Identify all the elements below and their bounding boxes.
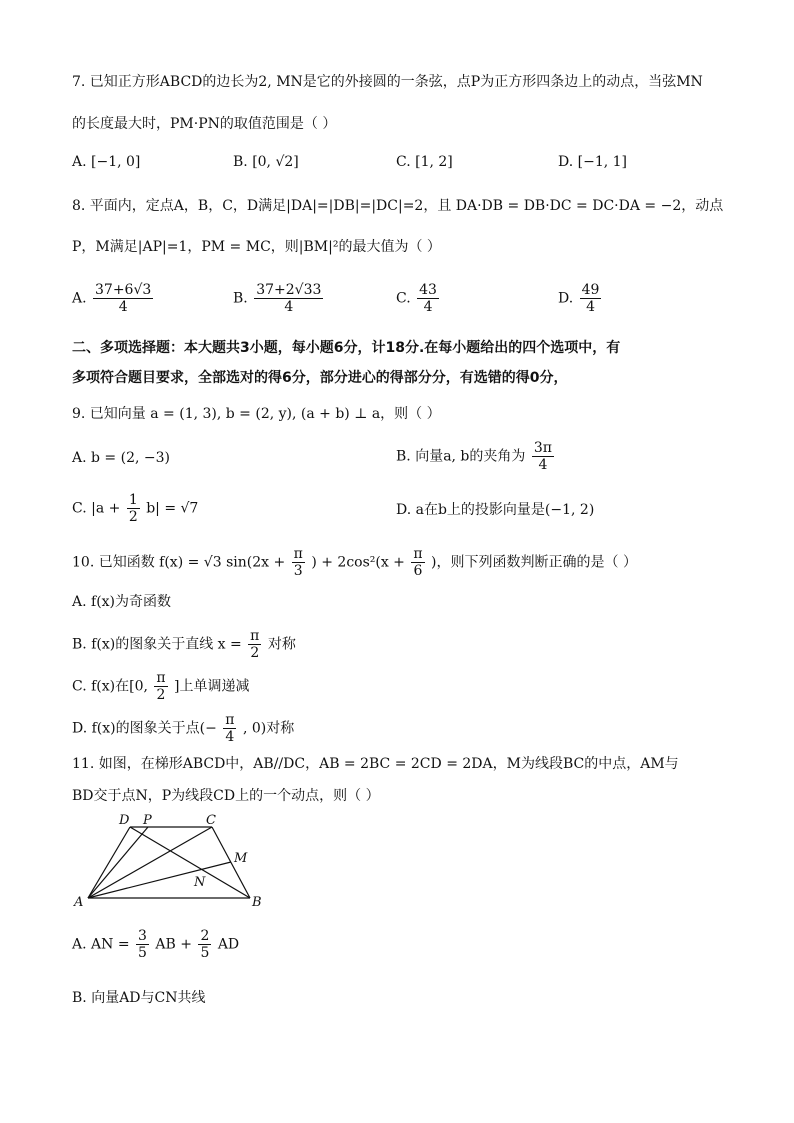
- q9-option-b: [396, 440, 556, 473]
- q9-option-b-text: B. 向量a, b的夹角为: [396, 448, 526, 465]
- q10-stem-f2-den: 6: [413, 563, 423, 579]
- q8-option-b: [233, 282, 325, 315]
- q9-stem: 9. 已知向量 a = (1, 3), b = (2, y), (a + b) ⊥ a，则（ ）: [72, 406, 441, 422]
- q10-stem: [72, 546, 637, 579]
- q8-option-a-label: A.: [72, 290, 87, 307]
- q10-stem-fraction-2: [411, 546, 424, 579]
- q8-option-c-fraction: [417, 282, 439, 315]
- segment-ad: [88, 827, 130, 898]
- q8-option-b-fraction: [254, 282, 323, 315]
- q11-option-a-f2-num: 2: [200, 928, 210, 944]
- q10-option-b-pre: B. f(x)的图象关于直线 x =: [72, 636, 242, 653]
- segment-am: [88, 862, 231, 898]
- q8-option-b-label: B.: [233, 290, 248, 307]
- label-p: P: [143, 813, 152, 828]
- q9-option-c: [72, 492, 198, 525]
- q8-option-c: [396, 282, 441, 315]
- section2-heading-line1: 二、多项选择题：本大题共3小题，每小题6分，计18分.在每小题给出的四个选项中，有: [72, 340, 621, 356]
- q10-option-b: [72, 628, 296, 661]
- q7-stem-line1: 7. 已知正方形ABCD的边长为2, MN是它的外接圆的一条弦，点P为正方形四条边上的动点，当弦MN: [72, 74, 703, 90]
- q10-option-b-post: 对称: [267, 636, 296, 653]
- q8-option-b-den: 4: [284, 299, 294, 315]
- q10-option-b-den: 2: [250, 645, 260, 661]
- q10-stem-post: )，则下列函数判断正确的是（ ）: [431, 554, 637, 571]
- q7-stem-line2: 的长度最大时，PM·PN的取值范围是（ ）: [72, 116, 337, 132]
- q10-option-c-post: ]上单调递减: [174, 678, 250, 695]
- q10-option-d-num: π: [225, 712, 235, 728]
- q10-option-b-num: π: [250, 628, 260, 644]
- q9-option-c-post: b| = √7: [146, 500, 199, 517]
- q10-stem-fraction-1: [292, 546, 305, 579]
- q10-option-b-fraction: [248, 628, 261, 661]
- q11-option-a-f1-den: 5: [138, 945, 147, 961]
- q10-option-d: [72, 712, 294, 745]
- q9-option-c-num: 1: [128, 492, 138, 508]
- q9-option-b-fraction: [532, 440, 554, 473]
- q11-stem-line2: BD交于点N，P为线段CD上的一个动点，则（ ）: [72, 788, 380, 804]
- q11-stem-line1: 11. 如图，在梯形ABCD中，AB//DC，AB = 2BC = 2CD = 2DA，M为线段BC的中点，AM与: [72, 756, 679, 772]
- q11-option-a-pre: A. AN =: [72, 936, 130, 953]
- q8-option-d-label: D.: [558, 290, 574, 307]
- q11-option-a-mid: AB +: [155, 936, 192, 953]
- q10-option-c: [72, 670, 250, 703]
- q8-stem-line1: 8. 平面内，定点A，B，C，D满足|DA|=|DB|=|DC|=2，且 DA·DB = DB·DC = DC·DA = −2，动点: [72, 198, 724, 214]
- label-b: B: [252, 895, 262, 910]
- q10-stem-pre: 10. 已知函数 f(x) = √3 sin(2x +: [72, 554, 286, 571]
- q11-option-a-f1-num: 3: [138, 928, 147, 944]
- q8-option-d: [558, 282, 603, 315]
- trapezoid-figure: [70, 810, 270, 910]
- q9-option-b-den: 4: [538, 457, 548, 473]
- q10-stem-f1-num: π: [293, 546, 303, 562]
- q9-option-a: A. b = (2, −3): [72, 450, 170, 466]
- q10-stem-f1-den: 3: [293, 563, 303, 579]
- q7-option-d: D. [−1, 1]: [558, 154, 627, 170]
- q9-option-b-num: 3π: [533, 440, 552, 456]
- q11-option-a-fraction-1: [136, 928, 149, 961]
- q8-stem-line2: P，M满足|AP|=1，PM = MC，则|BM|²的最大值为（ ）: [72, 239, 441, 255]
- segment-ap: [88, 827, 148, 898]
- q8-option-c-label: C.: [396, 290, 411, 307]
- q10-option-c-den: 2: [156, 687, 166, 703]
- q7-option-b: B. [0, √2]: [233, 154, 299, 170]
- label-a: A: [74, 895, 84, 910]
- q9-option-c-pre: C. |a +: [72, 500, 121, 517]
- q11-option-b: B. 向量AD与CN共线: [72, 990, 206, 1006]
- q8-option-d-num: 49: [581, 282, 600, 298]
- q10-option-c-pre: C. f(x)在[0,: [72, 678, 148, 695]
- label-c: C: [206, 813, 216, 828]
- q8-option-d-den: 4: [586, 299, 596, 315]
- q10-option-d-den: 4: [225, 729, 235, 745]
- q9-option-d: D. a在b上的投影向量是(−1, 2): [396, 502, 595, 518]
- q10-option-d-pre: D. f(x)的图象关于点(−: [72, 720, 217, 737]
- q8-option-a-num: 37+6√3: [95, 282, 152, 298]
- q8-option-c-den: 4: [423, 299, 433, 315]
- q11-option-a: [72, 928, 239, 961]
- q8-option-a-fraction: [93, 282, 153, 315]
- label-n: N: [194, 875, 206, 890]
- q10-option-d-post: , 0)对称: [242, 720, 295, 737]
- q11-option-a-fraction-2: [198, 928, 211, 961]
- q8-option-a: [72, 282, 155, 315]
- q7-option-a: A. [−1, 0]: [72, 154, 141, 170]
- section2-heading-line2: 多项符合题目要求，全部选对的得6分，部分进心的得部分分，有选错的得0分，: [72, 370, 568, 386]
- q10-option-c-num: π: [156, 670, 166, 686]
- label-d: D: [119, 813, 130, 828]
- q10-stem-mid: ) + 2cos²(x +: [311, 554, 405, 571]
- segment-bd: [130, 827, 250, 898]
- q8-option-b-num: 37+2√33: [256, 282, 322, 298]
- q11-option-a-f2-den: 5: [200, 945, 210, 961]
- q10-option-d-fraction: [223, 712, 236, 745]
- q10-option-a: A. f(x)为奇函数: [72, 594, 172, 610]
- q10-stem-f2-num: π: [413, 546, 423, 562]
- q8-option-a-den: 4: [118, 299, 128, 315]
- q8-option-d-fraction: [580, 282, 602, 315]
- q9-option-c-den: 2: [128, 509, 138, 525]
- q8-option-c-num: 43: [419, 282, 437, 298]
- q7-option-c: C. [1, 2]: [396, 154, 453, 170]
- q10-option-c-fraction: [154, 670, 167, 703]
- q11-option-a-post: AD: [217, 936, 240, 953]
- q9-option-c-fraction: [127, 492, 140, 525]
- label-m: M: [234, 851, 248, 866]
